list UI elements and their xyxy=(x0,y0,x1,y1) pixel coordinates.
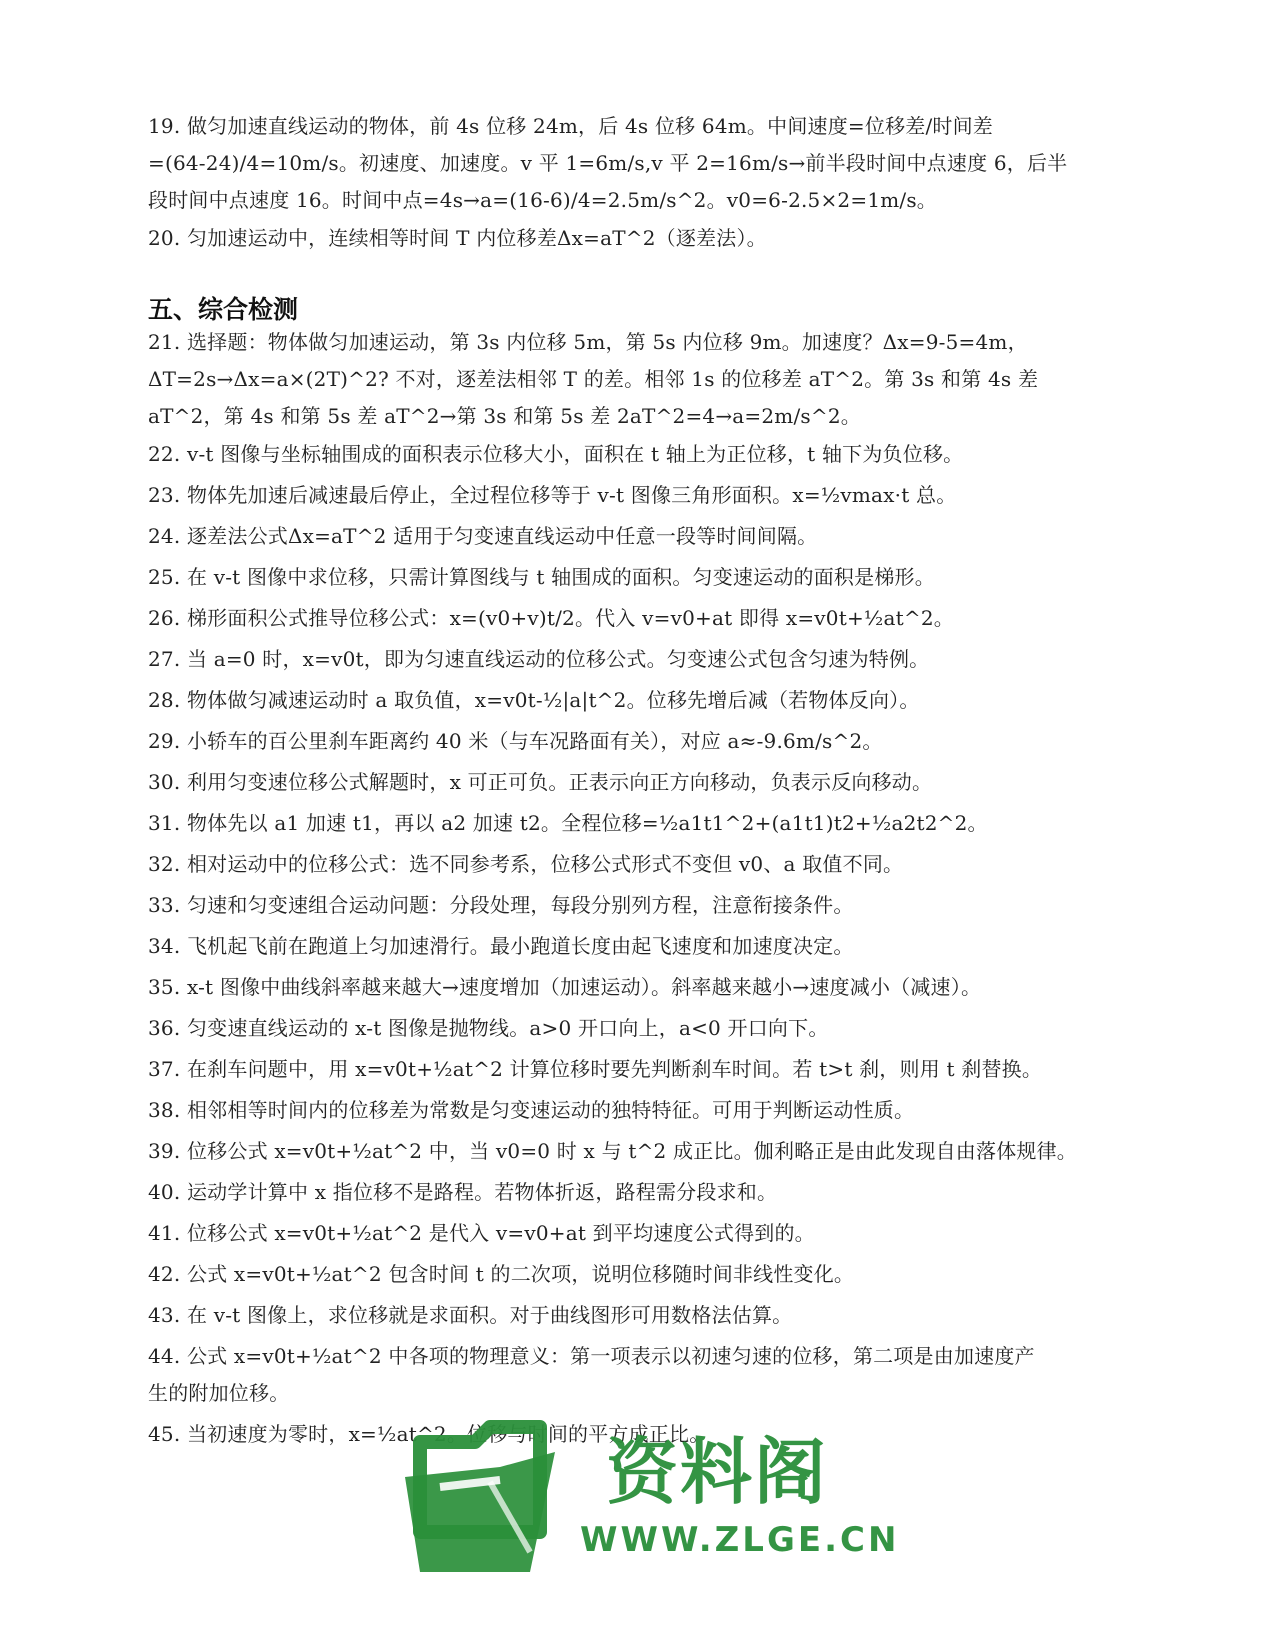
list-item-43 xyxy=(148,1297,1138,1334)
item-line: 36. 匀变速直线运动的 x-t 图像是抛物线。a>0 开口向上，a<0 开口向下。 xyxy=(148,1016,829,1040)
item-line: 19. 做匀加速直线运动的物体，前 4s 位移 24m，后 4s 位移 64m。中间速度=位移差/时间差 xyxy=(148,114,994,138)
item-line: 42. 公式 x=v0t+½at^2 包含时间 t 的二次项，说明位移随时间非线性变化。 xyxy=(148,1262,855,1286)
list-item-35 xyxy=(148,969,1138,1006)
list-item-23 xyxy=(148,477,1138,514)
list-item-40 xyxy=(148,1174,1138,1211)
list-item-30 xyxy=(148,764,1138,801)
item-line: 41. 位移公式 x=v0t+½at^2 是代入 v=v0+at 到平均速度公式得到的。 xyxy=(148,1221,815,1245)
list-item-41 xyxy=(148,1215,1138,1252)
item-line: 20. 匀加速运动中，连续相等时间 T 内位移差Δx=aT^2（逐差法）。 xyxy=(148,226,767,250)
watermark-url: WWW.ZLGE.CN xyxy=(580,1520,900,1560)
item-line: 22. v-t 图像与坐标轴围成的面积表示位移大小，面积在 t 轴上为正位移，t 轴下为负位移。 xyxy=(148,442,964,466)
item-line: 29. 小轿车的百公里刹车距离约 40 米（与车况路面有关），对应 a≈-9.6m/s^2。 xyxy=(148,729,883,753)
item-line: 段时间中点速度 16。时间中点=4s→a=(16-6)/4=2.5m/s^2。v0=6-2.5×2=1m/s。 xyxy=(148,188,938,212)
open-book-folder-icon xyxy=(380,1382,580,1582)
item-line: 27. 当 a=0 时，x=v0t，即为匀速直线运动的位移公式。匀变速公式包含匀速为特例。 xyxy=(148,647,930,671)
list-item-22 xyxy=(148,436,1138,473)
item-line: 40. 运动学计算中 x 指位移不是路程。若物体折返，路程需分段求和。 xyxy=(148,1180,778,1204)
list-item-29 xyxy=(148,723,1138,760)
list-item-31 xyxy=(148,805,1138,842)
list-item-20 xyxy=(148,220,1138,257)
item-line: 23. 物体先加速后减速最后停止，全过程位移等于 v-t 图像三角形面积。x=½vmax·t 总。 xyxy=(148,483,957,507)
item-line: 24. 逐差法公式Δx=aT^2 适用于匀变速直线运动中任意一段等时间间隔。 xyxy=(148,524,818,548)
item-line: 32. 相对运动中的位移公式：选不同参考系，位移公式形式不变但 v0、a 取值不同。 xyxy=(148,852,904,876)
item-line: 33. 匀速和匀变速组合运动问题：分段处理，每段分别列方程，注意衔接条件。 xyxy=(148,893,854,917)
item-line: =(64-24)/4=10m/s。初速度、加速度。v 平 1=6m/s,v 平 2=16m/s→前半段时间中点速度 6，后半 xyxy=(148,151,1068,175)
item-line: 31. 物体先以 a1 加速 t1，再以 a2 加速 t2。全程位移=½a1t1^2+(a1t1)t2+½a2t2^2。 xyxy=(148,811,988,835)
section-heading: 五、综合检测 xyxy=(148,295,299,324)
list-item-21 xyxy=(148,324,1138,435)
list-item-24 xyxy=(148,518,1138,555)
item-line: 30. 利用匀变速位移公式解题时，x 可正可负。正表示向正方向移动，负表示反向移动。 xyxy=(148,770,933,794)
watermark-brand: 资料阁 xyxy=(606,1430,829,1514)
item-line: 生的附加位移。 xyxy=(148,1381,290,1405)
item-line: 34. 飞机起飞前在跑道上匀加速滑行。最小跑道长度由起飞速度和加速度决定。 xyxy=(148,934,854,958)
item-line: 35. x-t 图像中曲线斜率越来越大→速度增加（加速运动）。斜率越来越小→速度减小（减速）。 xyxy=(148,975,982,999)
list-item-28 xyxy=(148,682,1138,719)
list-item-39 xyxy=(148,1133,1138,1170)
item-line: 25. 在 v-t 图像中求位移，只需计算图线与 t 轴围成的面积。匀变速运动的面积是梯形。 xyxy=(148,565,935,589)
item-line: 37. 在刹车问题中，用 x=v0t+½at^2 计算位移时要先判断刹车时间。若 t>t 刹，则用 t 刹替换。 xyxy=(148,1057,1043,1081)
list-item-42 xyxy=(148,1256,1138,1293)
list-item-25 xyxy=(148,559,1138,596)
item-line: 38. 相邻相等时间内的位移差为常数是匀变速运动的独特特征。可用于判断运动性质。 xyxy=(148,1098,915,1122)
list-item-19 xyxy=(148,108,1138,219)
list-item-32 xyxy=(148,846,1138,883)
list-item-34 xyxy=(148,928,1138,965)
list-item-36 xyxy=(148,1010,1138,1047)
item-line: ΔT=2s→Δx=a×(2T)^2? 不对，逐差法相邻 T 的差。相邻 1s 的位移差 aT^2。第 3s 和第 4s 差 xyxy=(148,367,1039,391)
list-item-26 xyxy=(148,600,1138,637)
list-item-27 xyxy=(148,641,1138,678)
item-line: 21. 选择题：物体做匀加速运动，第 3s 内位移 5m，第 5s 内位移 9m。加速度？Δx=9-5=4m， xyxy=(148,330,1028,354)
list-item-33 xyxy=(148,887,1138,924)
item-line: 26. 梯形面积公式推导位移公式：x=(v0+v)t/2。代入 v=v0+at 即得 x=v0t+½at^2。 xyxy=(148,606,954,630)
item-line: aT^2，第 4s 和第 5s 差 aT^2→第 3s 和第 5s 差 2aT^2=4→a=2m/s^2。 xyxy=(148,404,861,428)
item-line: 28. 物体做匀减速运动时 a 取负值，x=v0t-½|a|t^2。位移先增后减（若物体反向）。 xyxy=(148,688,920,712)
list-item-44 xyxy=(148,1338,1138,1412)
watermark-logo xyxy=(398,1410,900,1610)
list-item-37 xyxy=(148,1051,1138,1088)
item-line: 43. 在 v-t 图像上，求位移就是求面积。对于曲线图形可用数格法估算。 xyxy=(148,1303,793,1327)
list-item-38 xyxy=(148,1092,1138,1129)
item-line: 44. 公式 x=v0t+½at^2 中各项的物理意义：第一项表示以初速匀速的位移，第二项是由加速度产 xyxy=(148,1344,1035,1368)
item-line: 39. 位移公式 x=v0t+½at^2 中，当 v0=0 时 x 与 t^2 成正比。伽利略正是由此发现自由落体规律。 xyxy=(148,1139,1078,1163)
item-line: 45. 当初速度为零时，x=½at^2。位移与时间的平方成正比。 xyxy=(148,1422,710,1446)
